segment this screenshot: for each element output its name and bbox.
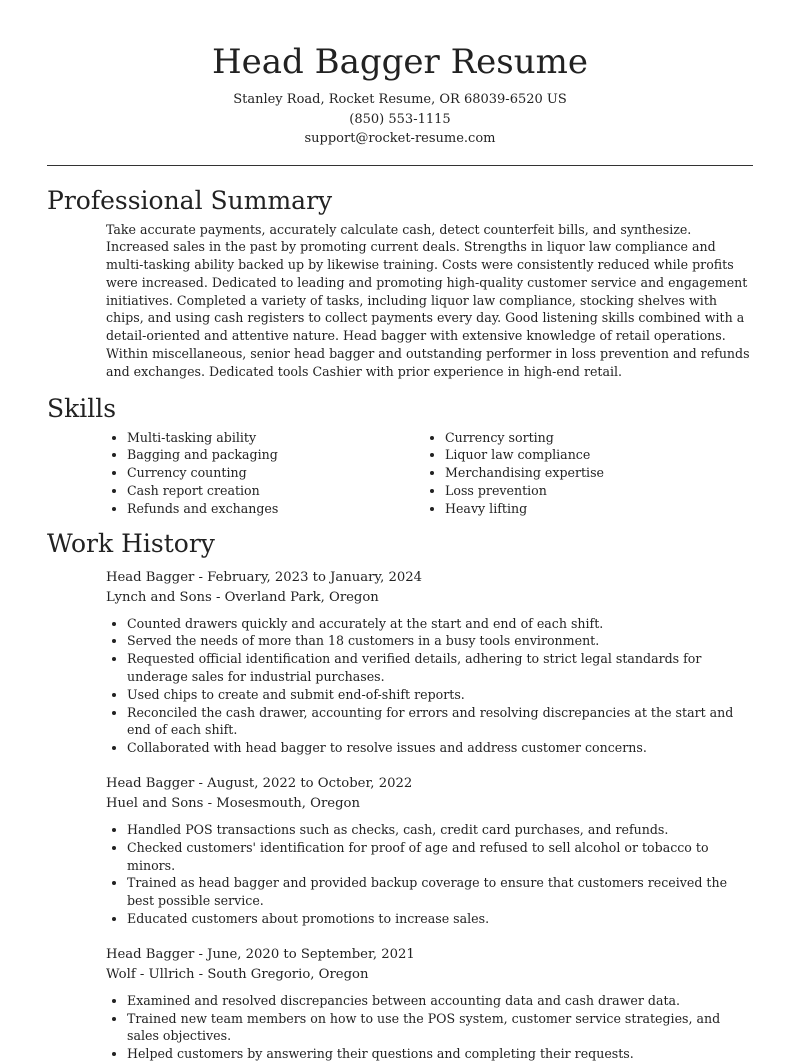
job-title: Head Bagger - February, 2023 to January, 2024 (106, 569, 423, 585)
job-duty: • Trained as head bagger and provided backup coverage to ensure that customers received the best possible service. (127, 874, 753, 910)
job-duty: • Served the needs of more than 18 customers in a busy tools environment. (127, 632, 753, 650)
skill-item: • Currency counting (127, 464, 365, 482)
job-company: Wolf - Ullrich - South Gregorio, Oregon (106, 966, 369, 982)
work-history-heading: Work History (47, 528, 215, 558)
contact-info (0, 90, 800, 149)
skill-item: • Loss prevention (445, 482, 683, 500)
job-title: Head Bagger - August, 2022 to October, 2022 (106, 776, 413, 792)
job-duty: • Used chips to create and submit end-of-shift reports. (127, 686, 753, 704)
job-duties (106, 615, 753, 757)
contact-email: support@rocket-resume.com (304, 131, 496, 146)
skill-item: • Currency sorting (445, 429, 683, 447)
skills-list-left (47, 429, 365, 518)
resume-header (0, 0, 800, 149)
job-entry (106, 568, 753, 757)
job-duty: • Educated customers about promotions to increase sales. (127, 910, 753, 928)
skill-item: • Multi-tasking ability (127, 429, 365, 447)
job-duty: • Examined and resolved discrepancies between accounting data and cash drawer data. (127, 992, 753, 1010)
skill-item: • Cash report creation (127, 482, 365, 500)
job-duty: • Helped customers by answering their questions and completing their requests. (127, 1045, 753, 1063)
skills-grid (47, 429, 753, 518)
job-duty: • Trained new team members on how to use the POS system, customer service strategies, and sales objectives. (127, 1010, 753, 1046)
job-duty: • Handled POS transactions such as checks, cash, credit card purchases, and refunds. (127, 821, 753, 839)
contact-address: Stanley Road, Rocket Resume, OR 68039-6520 US (233, 92, 567, 107)
page-title: Head Bagger Resume (211, 42, 588, 82)
job-company: Lynch and Sons - Overland Park, Oregon (106, 589, 379, 605)
skills-section (0, 392, 800, 518)
job-company: Huel and Sons - Mosesmouth, Oregon (106, 796, 360, 812)
job-duty: • Checked customers' identification for proof of age and refused to sell alcohol or tobacco to minors. (127, 839, 753, 875)
job-entry (106, 774, 753, 928)
job-duty: • Counted drawers quickly and accurately at the start and end of each shift. (127, 615, 753, 633)
work-history-section (0, 527, 800, 1063)
summary-text: Take accurate payments, accurately calculate cash, detect counterfeit bills, and synthesize. Increased sales in the past by promoting current deals. Strengths in liquor law compliance and multi-tasking ability backed up by likewise training. Costs were consistently reduced while profits were increased. Dedicated to leading and promoting high-quality customer service and engagement initiatives. Completed a variety of tasks, including liquor law compliance, stocking shelves with chips, and using cash registers to collect payments every day. Good listening skills combined with a detail-oriented and attentive nature. Head bagger with extensive knowledge of retail operations. Within miscellaneous, senior head bagger and outstanding performer in loss prevention and refunds and exchanges. Dedicated tools Cashier with prior experience in high-end retail. (106, 221, 750, 379)
skill-item: • Liquor law compliance (445, 446, 683, 464)
summary-heading: Professional Summary (47, 185, 333, 215)
job-duty: • Requested official identification and verified details, adhering to strict legal standards for underage sales for industrial purchases. (127, 650, 753, 686)
skills-list-right (365, 429, 683, 518)
skill-item: • Bagging and packaging (127, 446, 365, 464)
job-duties (106, 992, 753, 1063)
job-title: Head Bagger - June, 2020 to September, 2021 (106, 946, 415, 962)
skill-item: • Merchandising expertise (445, 464, 683, 482)
header-divider (47, 165, 753, 166)
contact-phone: (850) 553-1115 (349, 111, 451, 127)
skill-item: • Heavy lifting (445, 500, 683, 518)
job-duties (106, 821, 753, 928)
summary-section (0, 184, 800, 381)
skill-item: • Refunds and exchanges (127, 500, 365, 518)
job-duty: • Collaborated with head bagger to resolve issues and address customer concerns. (127, 739, 753, 757)
job-entry (106, 945, 753, 1063)
job-duty: • Reconciled the cash drawer, accounting for errors and resolving discrepancies at the start and end of each shift. (127, 704, 753, 740)
skills-heading: Skills (47, 393, 117, 423)
